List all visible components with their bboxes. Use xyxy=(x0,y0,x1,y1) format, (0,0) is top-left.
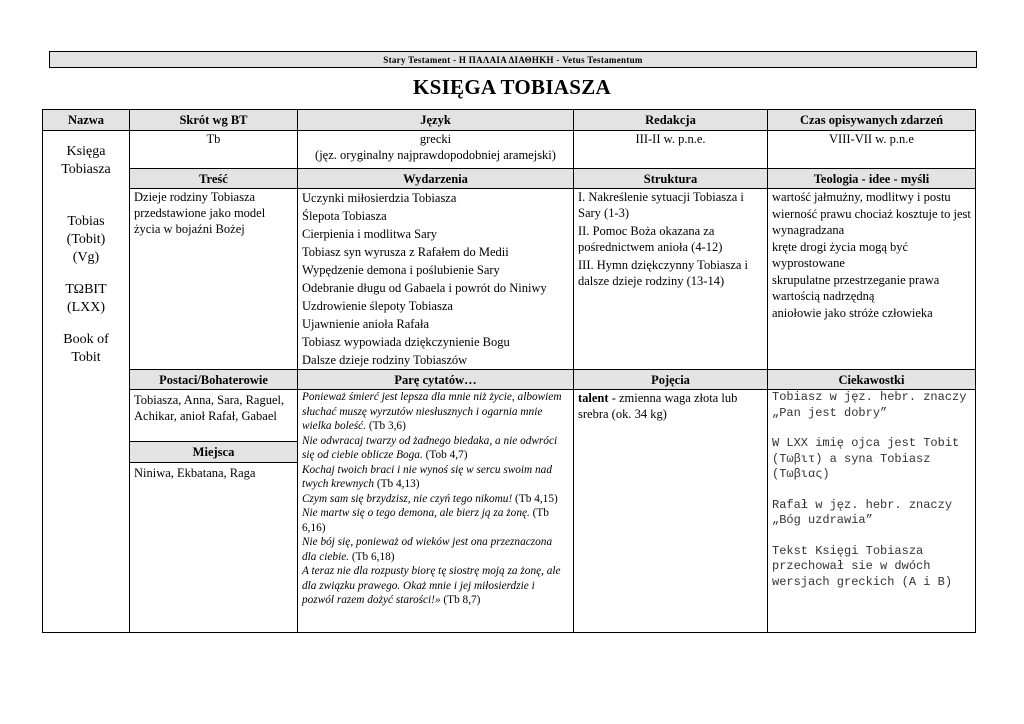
event-item: Cierpienia i modlitwa Sary xyxy=(302,227,438,241)
event-item: Uzdrowienie ślepoty Tobiasza xyxy=(302,299,453,313)
header-cytaty: Parę cytatów… xyxy=(298,370,574,390)
name-line: Tobiasza xyxy=(61,162,111,177)
header-redakcja: Redakcja xyxy=(574,110,768,131)
quote-text: A teraz nie dla rozpusty biorę tę siostrę moją za żonę, ale dla związku prawego. Okaż mnie i jej miłosierdzie i pozwól razem dożyć starości!» xyxy=(302,565,561,606)
jezyk-value xyxy=(298,131,574,169)
quote-item xyxy=(302,564,569,608)
miejsca-value: Niniwa, Ekbatana, Raga xyxy=(134,466,256,480)
event-item: Dalsze dzieje rodziny Tobiaszów xyxy=(302,353,468,367)
name-line: Tobias xyxy=(67,214,105,229)
header-teologia: Teologia - idee - myśli xyxy=(768,169,976,189)
name-line: ΤΩΒΙΤ xyxy=(65,282,107,297)
theology-item: aniołowie jako stróże człowieka xyxy=(772,305,933,320)
header-skrot: Skrót wg BT xyxy=(130,110,298,131)
term-name: talent xyxy=(578,391,609,405)
quote-item xyxy=(302,390,569,434)
header-postaci: Postaci/Bohaterowie xyxy=(130,370,298,390)
name-line: Księga xyxy=(66,144,106,159)
ciekawostki-list xyxy=(768,390,976,633)
quote-ref: (Tob 4,7) xyxy=(422,449,468,461)
event-item: Tobiasz wypowiada dziękczynienie Bogu xyxy=(302,335,510,349)
header-ciekawostki: Ciekawostki xyxy=(768,370,976,390)
trivia-item: Tobiasz w jęz. hebr. znaczy „Pan jest dobry” xyxy=(772,390,967,420)
event-item: Ślepota Tobiasza xyxy=(302,209,387,223)
name-line: (LXX) xyxy=(66,300,106,315)
header-jezyk: Język xyxy=(298,110,574,131)
header-struktura: Struktura xyxy=(574,169,768,189)
quote-text: Nie martw się o tego demona, ale bierz ją za żonę. xyxy=(302,507,530,519)
quote-text: Nie bój się, ponieważ od wieków jest ona przeznaczona dla ciebie. xyxy=(302,536,553,563)
jezyk-line: grecki xyxy=(419,132,452,146)
name-line: Book of xyxy=(63,332,109,347)
quote-ref: (Tb 4,13) xyxy=(374,478,420,490)
name-line: Tobit xyxy=(71,350,101,365)
quote-ref: (Tb 6,18) xyxy=(349,550,395,563)
book-table xyxy=(42,109,976,633)
struktura-list xyxy=(574,189,768,370)
structure-item: II. Pomoc Boża okazana za pośrednictwem anioła (4-12) xyxy=(578,224,723,254)
header-wydarzenia: Wydarzenia xyxy=(298,169,574,189)
header-pojecia: Pojęcia xyxy=(574,370,768,390)
trivia-item: Tekst Księgi Tobiasza przechował sie w dwóch wersjach greckich (A i B) xyxy=(772,543,953,589)
event-item: Uczynki miłosierdzia Tobiasza xyxy=(302,191,457,205)
event-item: Tobiasz syn wyrusza z Rafałem do Medii xyxy=(302,245,509,259)
quote-item xyxy=(302,463,569,492)
quote-text: Czym sam się brzydzisz, nie czyń tego nikomu! xyxy=(302,492,513,505)
header-nazwa: Nazwa xyxy=(43,110,130,131)
quote-ref: (Tb 8,7) xyxy=(440,594,481,606)
quote-item xyxy=(302,492,569,507)
theology-item: kręte drogi życia mogą być wyprostowane xyxy=(772,239,909,270)
name-line: (Tobit) xyxy=(66,232,106,247)
header-czas: Czas opisywanych zdarzeń xyxy=(768,110,976,131)
pojecia-value xyxy=(574,390,768,633)
skrot-value: Tb xyxy=(130,131,298,169)
quote-text: Kochaj twoich braci i nie wynoś się w sercu swoim nad twych krewnych xyxy=(302,463,552,490)
wydarzenia-list xyxy=(298,189,574,370)
quote-item xyxy=(302,535,569,564)
quote-ref: (Tb 4,15) xyxy=(512,492,558,505)
page-title: KSIĘGA TOBIASZA xyxy=(412,75,612,99)
header-miejsca: Miejsca xyxy=(130,441,297,463)
theology-item: skrupulatne przestrzeganie prawa wartością nadrzędną xyxy=(772,272,940,303)
trivia-item: Rafał w jęz. hebr. znaczy „Bóg uzdrawia” xyxy=(772,497,953,527)
quote-text: Nie odwracaj twarzy od żadnego biedaka, a nie odwróci się od ciebie oblicze Boga. xyxy=(302,434,558,461)
book-names-cell xyxy=(43,131,130,633)
theology-item: wartość jałmużny, modlitwy i postu xyxy=(772,190,951,204)
event-item: Wypędzenie demona i poślubienie Sary xyxy=(302,263,500,277)
teologia-list xyxy=(768,189,976,370)
quote-item xyxy=(302,434,569,463)
quote-ref: (Tb 3,6) xyxy=(366,420,406,432)
event-item: Ujawnienie anioła Rafała xyxy=(302,317,430,331)
event-item: Odebranie długu od Gabaela i powrót do Niniwy xyxy=(302,281,547,295)
postaci-value: Tobiasza, Anna, Sara, Raguel, Achikar, anioł Rafał, Gabael xyxy=(134,393,285,423)
tresc-value: Dzieje rodziny Tobiasza przedstawione jako model życia w bojaźni Bożej xyxy=(130,189,298,370)
quote-ref: (Tb 6,16) xyxy=(302,507,549,534)
postaci-miejsca-cell xyxy=(130,390,298,633)
structure-item: I. Nakreślenie sytuacji Tobiasza i Sary (1-3) xyxy=(578,190,744,220)
redakcja-value: III-II w. p.n.e. xyxy=(574,131,768,169)
structure-item: III. Hymn dziękczynny Tobiasza i dalsze dzieje rodziny (13-14) xyxy=(578,258,749,288)
czas-value: VIII-VII w. p.n.e xyxy=(768,131,976,169)
header-text: Stary Testament - Η ΠΑΛΑΙΑ ΔΙΑΘΗΚΗ - Vetus Testamentum xyxy=(383,54,643,65)
header-tresc: Treść xyxy=(130,169,298,189)
quote-item xyxy=(302,506,569,535)
term-definition: - zmienna waga złota lub srebra (ok. 34 kg) xyxy=(578,391,738,421)
name-line: (Vg) xyxy=(72,250,100,265)
header-banner xyxy=(49,51,977,68)
quote-text: Ponieważ śmierć jest lepsza dla mnie niż życie, albowiem słuchać muszę wyrzutów niesłusznych i ogarnia mnie wielka boleść. xyxy=(302,391,562,432)
jezyk-line: (jęz. oryginalny najprawdopodobniej aramejski) xyxy=(315,148,556,162)
cytaty-list xyxy=(298,390,574,633)
theology-item: wierność prawu chociaż kosztuje to jest wynagradzana xyxy=(772,206,971,237)
trivia-item: W LXX imię ojca jest Tobit (Τωβιτ) a syna Tobiasz (Τωβιας) xyxy=(772,436,960,481)
